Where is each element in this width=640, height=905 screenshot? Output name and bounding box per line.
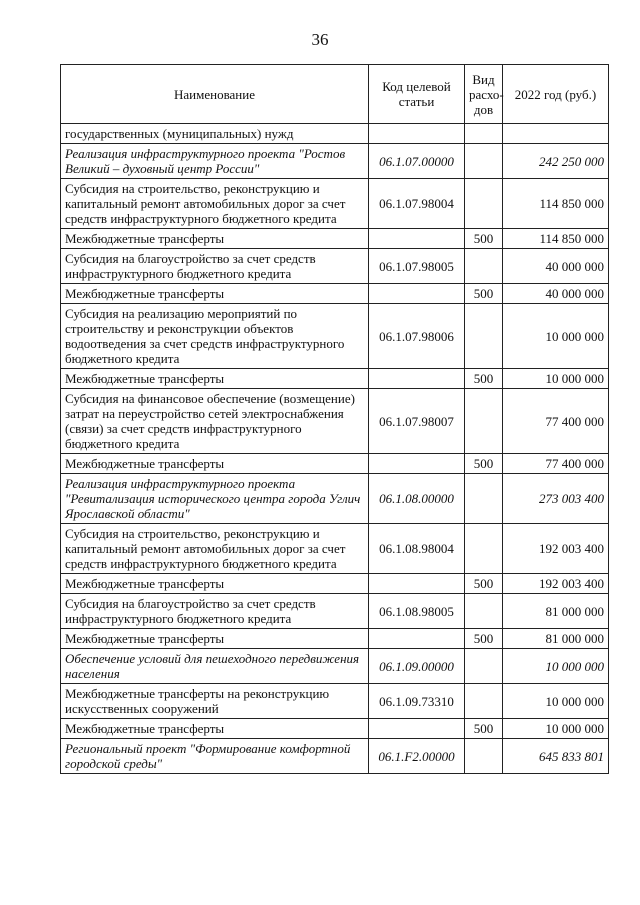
cell-amount <box>503 124 609 144</box>
cell-expense-type <box>465 474 503 524</box>
table-row <box>61 474 609 524</box>
cell-code <box>369 124 465 144</box>
page-number: 36 <box>311 30 329 49</box>
table-row <box>61 284 609 304</box>
cell-expense-type: 500 <box>465 454 503 474</box>
cell-expense-type <box>465 304 503 369</box>
cell-amount: 242 250 000 <box>503 144 609 179</box>
table-row <box>61 649 609 684</box>
cell-name: Межбюджетные трансферты <box>61 629 369 649</box>
cell-expense-type <box>465 389 503 454</box>
cell-name: Субсидия на строительство, реконструкцию и капитальный ремонт автомобильных дорог за счет средств инфраструктурного бюджетного кредита <box>61 179 369 229</box>
cell-code: 06.1.09.73310 <box>369 684 465 719</box>
cell-code <box>369 284 465 304</box>
table-row <box>61 739 609 774</box>
table-row <box>61 304 609 369</box>
cell-name: Субсидия на строительство, реконструкцию и капитальный ремонт автомобильных дорог за счет средств инфраструктурного бюджетного кредита <box>61 524 369 574</box>
cell-amount: 192 003 400 <box>503 574 609 594</box>
cell-expense-type: 500 <box>465 719 503 739</box>
cell-name: Межбюджетные трансферты <box>61 454 369 474</box>
budget-table <box>60 64 609 774</box>
cell-name: Межбюджетные трансферты <box>61 719 369 739</box>
cell-amount: 77 400 000 <box>503 454 609 474</box>
cell-amount: 645 833 801 <box>503 739 609 774</box>
cell-name: Межбюджетные трансферты <box>61 369 369 389</box>
table-row <box>61 144 609 179</box>
table-row <box>61 629 609 649</box>
cell-expense-type <box>465 649 503 684</box>
cell-name: Межбюджетные трансферты на реконструкцию искусственных сооружений <box>61 684 369 719</box>
cell-expense-type <box>465 594 503 629</box>
cell-amount: 114 850 000 <box>503 179 609 229</box>
cell-name: Межбюджетные трансферты <box>61 229 369 249</box>
cell-expense-type <box>465 249 503 284</box>
cell-code <box>369 719 465 739</box>
cell-name: Межбюджетные трансферты <box>61 284 369 304</box>
table-row <box>61 229 609 249</box>
cell-expense-type <box>465 179 503 229</box>
cell-amount: 10 000 000 <box>503 649 609 684</box>
cell-name: Реализация инфраструктурного проекта "Ростов Великий – духовный центр России" <box>61 144 369 179</box>
table-row <box>61 179 609 229</box>
cell-expense-type: 500 <box>465 574 503 594</box>
header-expense-type: Вид расхо-дов <box>465 65 503 124</box>
table-row <box>61 454 609 474</box>
cell-code: 06.1.07.98004 <box>369 179 465 229</box>
header-year: 2022 год (руб.) <box>503 65 609 124</box>
cell-code <box>369 629 465 649</box>
cell-expense-type <box>465 739 503 774</box>
cell-name: Субсидия на благоустройство за счет средств инфраструктурного бюджетного кредита <box>61 249 369 284</box>
header-name: Наименование <box>61 65 369 124</box>
cell-code: 06.1.07.98006 <box>369 304 465 369</box>
cell-code: 06.1.07.00000 <box>369 144 465 179</box>
cell-amount: 114 850 000 <box>503 229 609 249</box>
table-header-row <box>61 65 609 124</box>
cell-code: 06.1.07.98007 <box>369 389 465 454</box>
cell-amount: 81 000 000 <box>503 594 609 629</box>
cell-code: 06.1.08.00000 <box>369 474 465 524</box>
cell-code <box>369 369 465 389</box>
cell-name: Региональный проект "Формирование комфортной городской среды" <box>61 739 369 774</box>
cell-code <box>369 574 465 594</box>
cell-expense-type: 500 <box>465 629 503 649</box>
cell-amount: 77 400 000 <box>503 389 609 454</box>
cell-code: 06.1.09.00000 <box>369 649 465 684</box>
cell-code: 06.1.F2.00000 <box>369 739 465 774</box>
cell-name: Субсидия на благоустройство за счет средств инфраструктурного бюджетного кредита <box>61 594 369 629</box>
cell-amount: 10 000 000 <box>503 719 609 739</box>
cell-code <box>369 229 465 249</box>
cell-name: государственных (муниципальных) нужд <box>61 124 369 144</box>
cell-name: Субсидия на финансовое обеспечение (возмещение) затрат на переустройство сетей электроснабжения (связи) за счет средств инфраструктурного бюджетного кредита <box>61 389 369 454</box>
cell-expense-type <box>465 684 503 719</box>
cell-amount: 81 000 000 <box>503 629 609 649</box>
table-body <box>61 124 609 774</box>
table-row <box>61 249 609 284</box>
cell-expense-type: 500 <box>465 229 503 249</box>
cell-amount: 192 003 400 <box>503 524 609 574</box>
cell-amount: 10 000 000 <box>503 684 609 719</box>
cell-code: 06.1.08.98004 <box>369 524 465 574</box>
cell-amount: 273 003 400 <box>503 474 609 524</box>
cell-expense-type <box>465 144 503 179</box>
table-row <box>61 369 609 389</box>
cell-code: 06.1.07.98005 <box>369 249 465 284</box>
cell-name: Обеспечение условий для пешеходного передвижения населения <box>61 649 369 684</box>
cell-name: Реализация инфраструктурного проекта "Ревитализация исторического центра города Углич Ярославской области" <box>61 474 369 524</box>
cell-expense-type: 500 <box>465 284 503 304</box>
table-row <box>61 524 609 574</box>
cell-expense-type <box>465 524 503 574</box>
cell-expense-type: 500 <box>465 369 503 389</box>
cell-code: 06.1.08.98005 <box>369 594 465 629</box>
table-row <box>61 389 609 454</box>
table-row <box>61 719 609 739</box>
cell-amount: 10 000 000 <box>503 369 609 389</box>
table-row <box>61 684 609 719</box>
cell-name: Субсидия на реализацию мероприятий по строительству и реконструкции объектов водоотведения за счет средств инфраструктурного бюджетного кредита <box>61 304 369 369</box>
header-code: Код целевой статьи <box>369 65 465 124</box>
table-row <box>61 124 609 144</box>
cell-amount: 40 000 000 <box>503 284 609 304</box>
table-row <box>61 574 609 594</box>
table-row <box>61 594 609 629</box>
cell-code <box>369 454 465 474</box>
cell-expense-type <box>465 124 503 144</box>
cell-amount: 40 000 000 <box>503 249 609 284</box>
cell-name: Межбюджетные трансферты <box>61 574 369 594</box>
cell-amount: 10 000 000 <box>503 304 609 369</box>
